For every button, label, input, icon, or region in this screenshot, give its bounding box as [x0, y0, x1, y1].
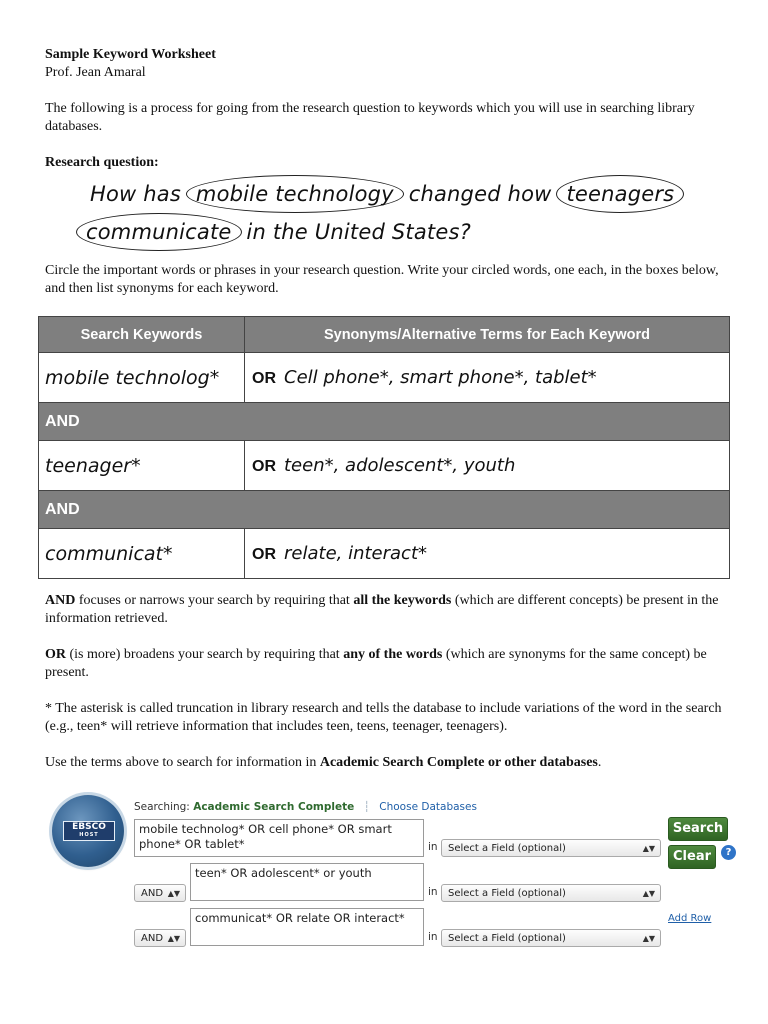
ebsco-search-screenshot	[50, 795, 740, 955]
worksheet-author: Prof. Jean Amaral	[45, 65, 146, 80]
use-text: .	[597, 755, 602, 770]
separator: ┆	[363, 801, 370, 813]
rq-text: in the United States?	[246, 220, 471, 244]
rq-text: changed how	[408, 182, 552, 206]
updown-arrow-icon: ▲▼	[642, 889, 655, 898]
circled-keyword-teenagers: teenagers	[556, 175, 684, 213]
use-text: Use the terms above to search for information in	[45, 755, 320, 770]
synonyms-text: relate, interact*	[284, 543, 428, 564]
choose-databases-link[interactable]: Choose Databases	[379, 801, 477, 813]
table-header-row	[39, 317, 730, 353]
in-label: in	[428, 886, 438, 898]
searching-line	[134, 801, 477, 813]
or-label: OR	[252, 370, 276, 387]
search-button[interactable]: Search	[668, 817, 728, 841]
logo-text: EBSCO	[72, 822, 106, 832]
boolean-select-3[interactable]	[134, 929, 186, 947]
synonyms-cell	[245, 441, 730, 491]
help-icon[interactable]: ?	[721, 845, 736, 860]
table-row	[39, 353, 730, 403]
instructions-text: Circle the important words or phrases in your research question. Write your circled words, one each, in the boxes below, and then list synonyms for each keyword.	[45, 263, 719, 296]
logo-subtext: HOST	[79, 832, 99, 838]
table-row	[39, 441, 730, 491]
or-text: (is more) broadens your search by requiring that	[66, 647, 344, 662]
asterisk-explanation: * The asterisk is called truncation in library research and tells the database to include variations of the word in the search (e.g., teen* will retrieve information that includes teen, teens, teenager, teenagers).	[45, 701, 722, 734]
synonyms-text: Cell phone*, smart phone*, tablet*	[284, 367, 597, 388]
synonyms-cell	[245, 353, 730, 403]
field-select-value: Select a Field (optional)	[448, 933, 566, 944]
use-terms-text	[45, 754, 730, 772]
rq-text: How has	[90, 182, 182, 206]
table-row	[39, 529, 730, 579]
keyword-cell: teenager*	[39, 441, 245, 491]
research-question-line-2	[78, 213, 682, 251]
and-text: focuses or narrows your search by requiring that	[75, 593, 354, 608]
worksheet-header	[45, 46, 730, 172]
synonyms-text: teen*, adolescent*, youth	[284, 455, 516, 476]
research-question	[86, 175, 682, 251]
in-label: in	[428, 841, 438, 853]
and-term: AND	[45, 593, 76, 608]
keyword-cell: mobile technolog*	[39, 353, 245, 403]
and-connector: AND	[39, 491, 730, 529]
or-label: OR	[252, 546, 276, 563]
research-question-label: Research question:	[45, 155, 159, 170]
search-input-2[interactable]: teen* OR adolescent* or youth	[190, 863, 424, 901]
or-text: (which are synonyms for the same concept) be present.	[45, 647, 707, 680]
field-select-1[interactable]	[441, 839, 661, 857]
and-connector: AND	[39, 403, 730, 441]
circled-keyword-mobile-technology: mobile technology	[186, 175, 404, 213]
updown-arrow-icon: ▲▼	[642, 934, 655, 943]
field-select-2[interactable]	[441, 884, 661, 902]
database-name: Academic Search Complete	[193, 801, 355, 813]
synonyms-cell	[245, 529, 730, 579]
boolean-value: AND	[141, 933, 164, 944]
boolean-select-2[interactable]	[134, 884, 186, 902]
field-select-value: Select a Field (optional)	[448, 888, 566, 899]
worksheet-title: Sample Keyword Worksheet	[45, 47, 216, 62]
updown-arrow-icon: ▲▼	[167, 934, 180, 943]
database-names: Academic Search Complete or other databases	[319, 755, 598, 770]
search-input-3[interactable]: communicat* OR relate OR interact*	[190, 908, 424, 946]
circled-keyword-communicate: communicate	[76, 213, 242, 251]
and-text: (which are different concepts) be present in the information retrieved.	[45, 593, 719, 626]
keyword-cell: communicat*	[39, 529, 245, 579]
header-synonyms: Synonyms/Alternative Terms for Each Keyword	[245, 317, 730, 353]
intro-text: The following is a process for going from the research question to keywords which you will use in searching library databases.	[45, 101, 695, 134]
ebsco-logo	[52, 795, 124, 867]
or-label: OR	[252, 458, 276, 475]
updown-arrow-icon: ▲▼	[642, 844, 655, 853]
boolean-value: AND	[141, 888, 164, 899]
research-question-line-1	[90, 175, 682, 213]
and-connector-row	[39, 403, 730, 441]
and-emphasis: all the keywords	[353, 593, 452, 608]
search-input-1[interactable]: mobile technolog* OR cell phone* OR smart phone* OR tablet*	[134, 819, 424, 857]
in-label: in	[428, 931, 438, 943]
field-select-value: Select a Field (optional)	[448, 843, 566, 854]
explanations	[45, 592, 730, 772]
keyword-table	[38, 316, 730, 579]
clear-button[interactable]: Clear	[668, 845, 716, 869]
and-connector-row	[39, 491, 730, 529]
searching-label: Searching:	[134, 801, 190, 813]
or-emphasis: any of the words	[343, 647, 443, 662]
updown-arrow-icon: ▲▼	[167, 889, 180, 898]
instructions-block	[45, 262, 730, 298]
or-explanation	[45, 646, 730, 682]
or-term: OR	[45, 647, 66, 662]
header-search-keywords: Search Keywords	[39, 317, 245, 353]
field-select-3[interactable]	[441, 929, 661, 947]
ebsco-logo-badge	[63, 821, 115, 841]
and-explanation	[45, 592, 730, 628]
add-row-link[interactable]: Add Row	[668, 913, 712, 924]
